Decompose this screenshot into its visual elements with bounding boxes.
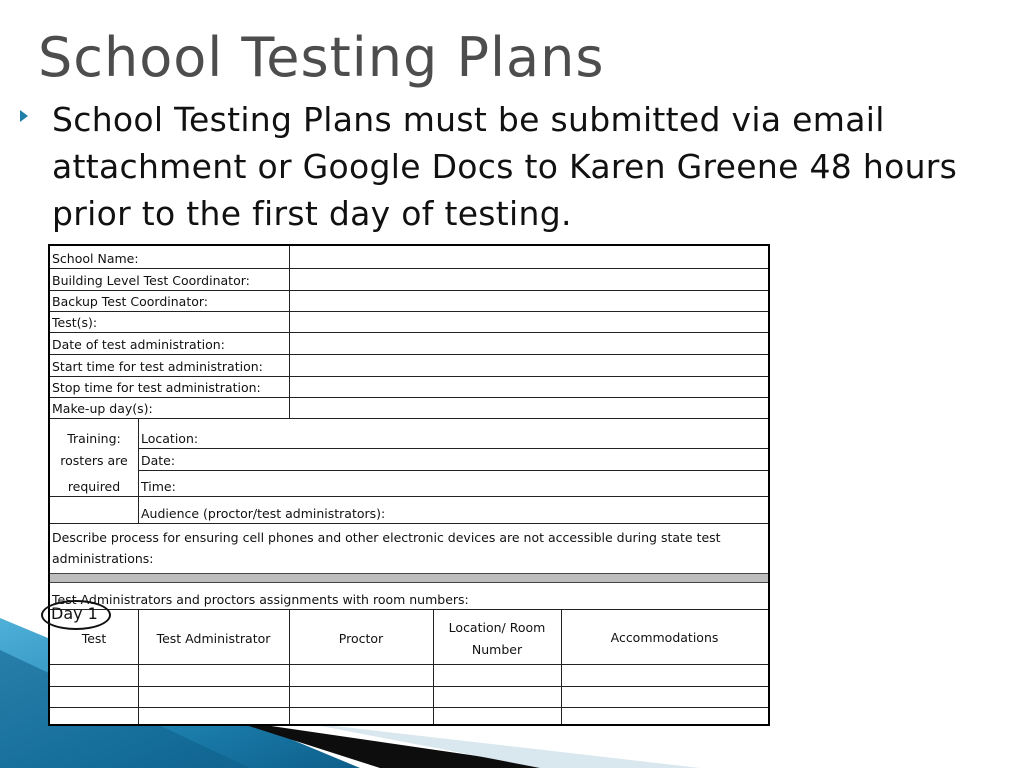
training-label-line1: Training: [67, 431, 121, 446]
slide-title: School Testing Plans [38, 26, 605, 89]
col-header-test: Test [81, 631, 107, 646]
field-label-makeup-days: Make-up day(s): [52, 401, 153, 416]
bullet-arrow-icon [20, 110, 28, 122]
day-label: Day 1 [51, 604, 98, 623]
testing-plan-form [48, 244, 770, 726]
col-header-test-administrator: Test Administrator [156, 631, 271, 646]
training-time-label: Time: [141, 479, 176, 494]
field-label-test-date: Date of test administration: [52, 337, 225, 352]
training-audience-label: Audience (proctor/test administrators): [141, 506, 386, 521]
field-label-start-time: Start time for test administration: [52, 359, 263, 374]
describe-process-label: Describe process for ensuring cell phones and other electronic devices are not accessible during state test [52, 530, 721, 545]
col-header-accommodations: Accommodations [610, 630, 719, 645]
col-header-location-number: Number [471, 642, 523, 657]
describe-process-label-cont: administrations: [52, 551, 154, 566]
training-label-line2: rosters are [60, 453, 128, 468]
field-label-backup-coordinator: Backup Test Coordinator: [52, 294, 208, 309]
training-label-line3: required [67, 479, 121, 494]
training-location-label: Location: [141, 431, 199, 446]
field-label-school-name: School Name: [52, 251, 139, 266]
field-label-building-coordinator: Building Level Test Coordinator: [52, 273, 250, 288]
bullet-text: School Testing Plans must be submitted via email attachment or Google Docs to Karen Greene 48 hours prior to the first day of testing. [52, 100, 958, 233]
training-date-label: Date: [141, 453, 176, 468]
section-divider [50, 573, 768, 583]
field-label-tests: Test(s): [52, 315, 98, 330]
field-label-stop-time: Stop time for test administration: [52, 380, 261, 395]
col-header-location-room: Location/ Room [448, 620, 546, 635]
assignments-label: Test Administrators and proctors assignments with room numbers: [52, 592, 469, 607]
col-header-proctor: Proctor [338, 631, 384, 646]
